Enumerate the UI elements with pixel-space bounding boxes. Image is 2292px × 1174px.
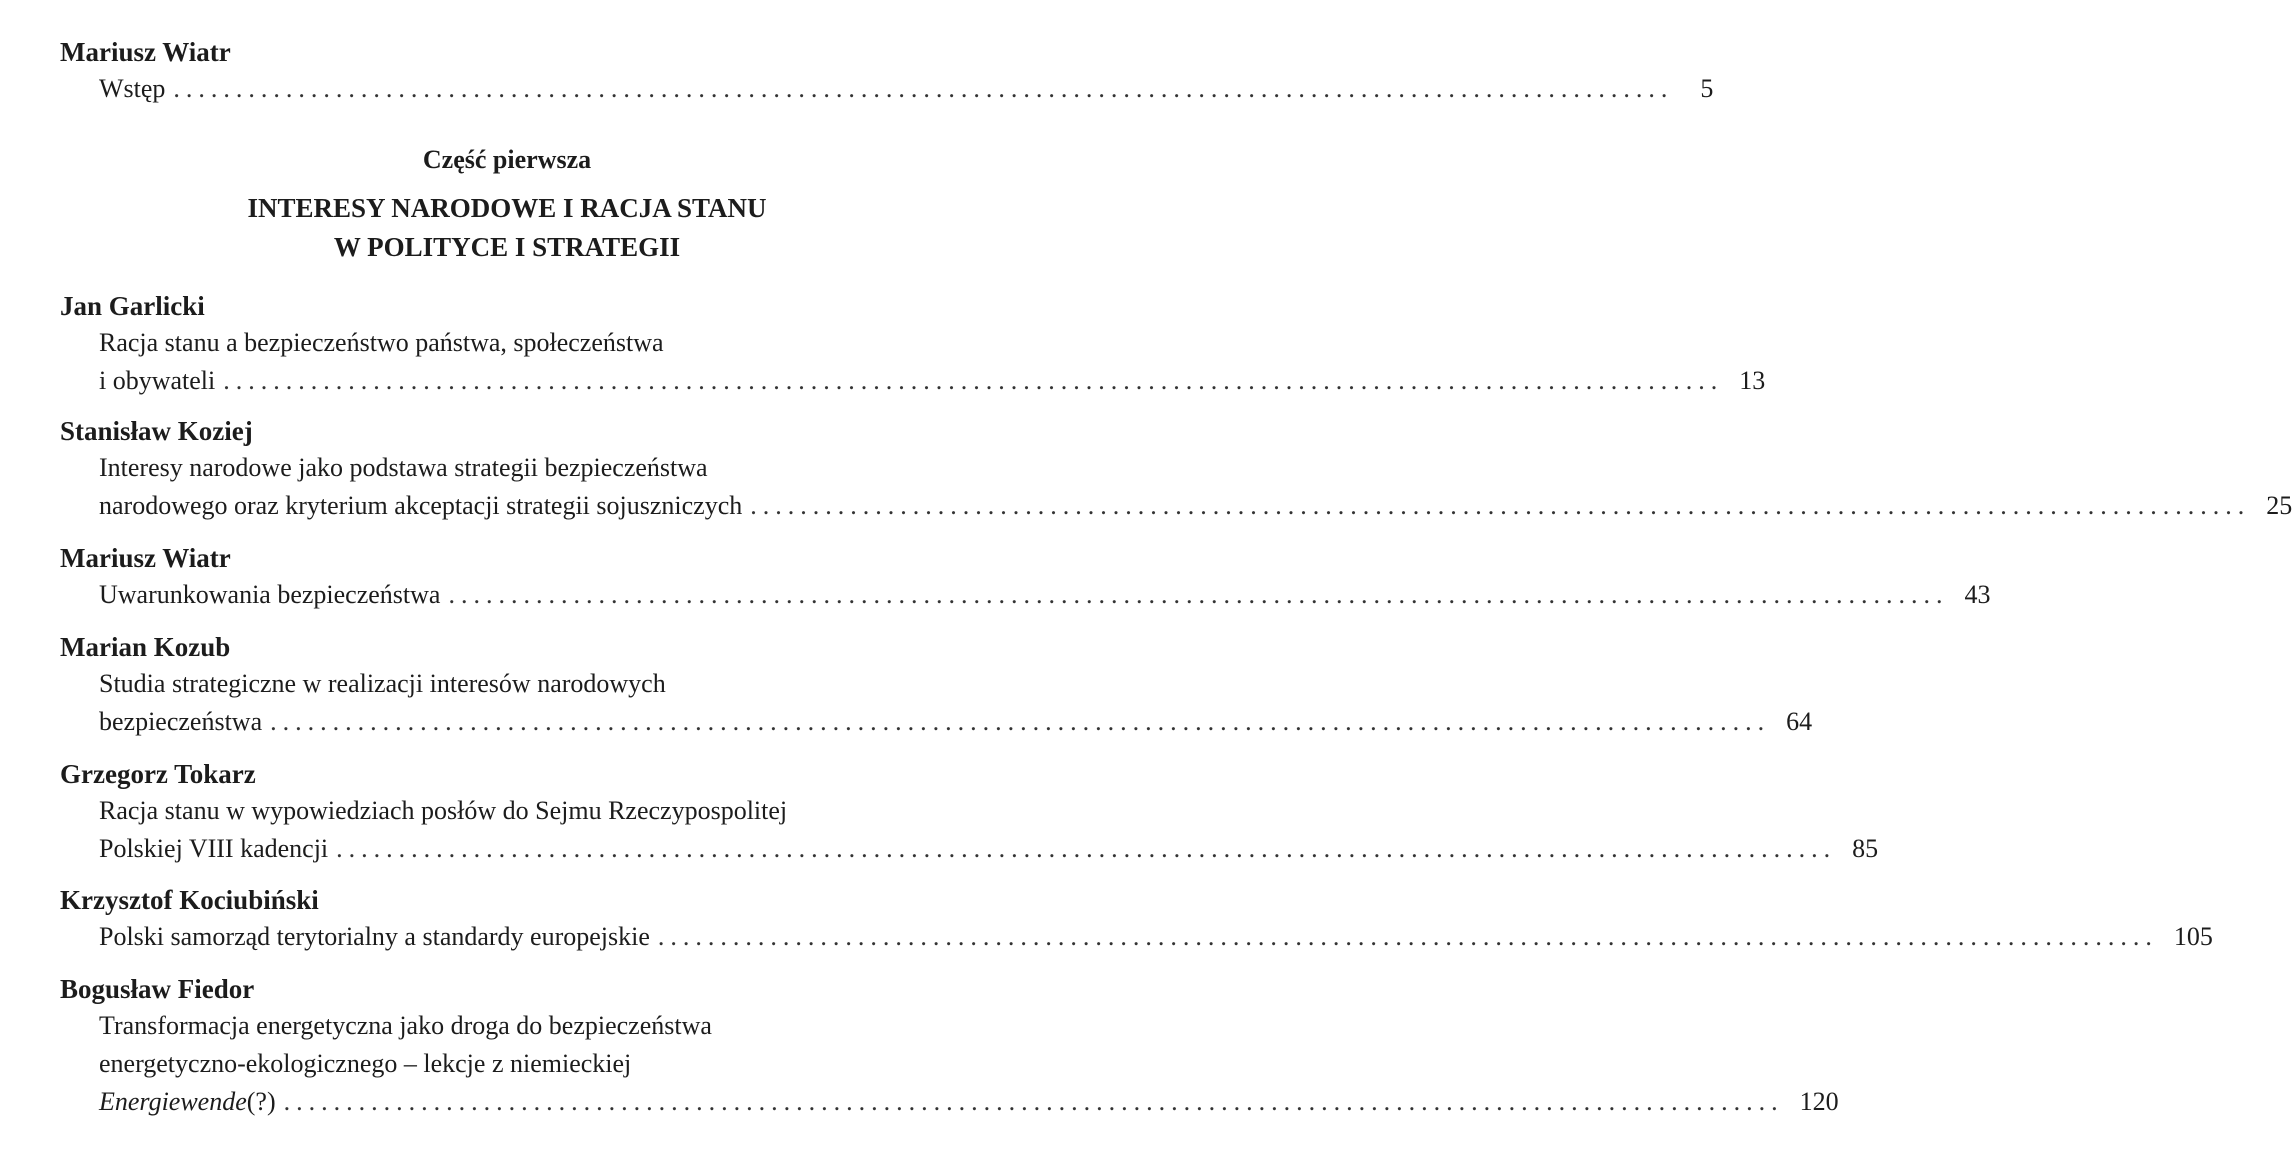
entry-title-line	[60, 70, 1714, 108]
entry-title-line: Transformacja energetyczna jako droga do bezpieczeństwa	[99, 1011, 712, 1040]
entry-title: i obywateli	[99, 366, 216, 395]
entry-title-line	[60, 576, 1991, 614]
entry-author: Bogusław Fiedor	[60, 974, 255, 1004]
entry-author: Mariusz Wiatr	[60, 37, 231, 67]
entry-title: narodowego oraz kryterium akceptacji strategii sojuszniczych	[99, 491, 743, 520]
entry-title-suffix: (?)	[246, 1087, 276, 1116]
entry-title: Uwarunkowania bezpieczeństwa	[99, 580, 441, 609]
entry-title-line	[60, 487, 2292, 525]
dot-leader: ........................................................................................................................	[448, 580, 1949, 609]
part-title-line-2: W POLITYCE I STRATEGII	[333, 232, 681, 262]
dot-leader: ........................................................................................................................	[283, 1087, 1784, 1116]
entry-author: Grzegorz Tokarz	[60, 759, 256, 789]
entry-page-number: 5	[1700, 74, 1714, 103]
entry-title-line: Studia strategiczne w realizacji interesów narodowych	[99, 669, 666, 698]
entry-title: Polski samorząd terytorialny a standardy europejskie	[99, 922, 650, 951]
entry-author: Mariusz Wiatr	[60, 543, 231, 573]
entry-author: Jan Garlicki	[60, 291, 205, 321]
entry-title: Polskiej VIII kadencji	[99, 834, 329, 863]
toc-entry	[60, 756, 1879, 868]
toc-entry-intro	[60, 34, 1714, 108]
toc-entry	[60, 288, 1766, 400]
toc-entry	[60, 540, 1991, 614]
entry-title-line: Racja stanu w wypowiedziach posłów do Sejmu Rzeczypospolitej	[99, 796, 788, 825]
entry-title-line: energetyczno-ekologicznego – lekcje z niemieckiej	[99, 1049, 632, 1078]
entry-title-line: Racja stanu a bezpieczeństwo państwa, społeczeństwa	[99, 328, 664, 357]
toc-entry	[60, 971, 1839, 1121]
entry-page-number: 105	[2173, 922, 2213, 951]
entry-title-line	[60, 1083, 1839, 1121]
entry-title-line	[60, 918, 2213, 956]
entry-title: bezpieczeństwa	[99, 707, 263, 736]
toc-entry	[60, 882, 2213, 956]
entry-page-number: 85	[1852, 834, 1879, 863]
dot-leader: ........................................................................................................................	[223, 366, 1724, 395]
entry-page-number: 43	[1964, 580, 1991, 609]
entry-author: Marian Kozub	[60, 632, 231, 662]
dot-leader: ........................................................................................................................	[750, 491, 2251, 520]
dot-leader: ........................................................................................................................	[270, 707, 1771, 736]
entry-page-number: 120	[1799, 1087, 1839, 1116]
entry-author: Krzysztof Kociubiński	[60, 885, 319, 915]
entry-title-line	[60, 703, 1813, 741]
dot-leader: ........................................................................................................................	[336, 834, 1837, 863]
entry-title-italic: Energiewende	[99, 1087, 247, 1116]
entry-title	[99, 1083, 276, 1121]
part-title-line-1: INTERESY NARODOWE I RACJA STANU	[247, 193, 767, 223]
entry-title-line: Interesy narodowe jako podstawa strategii bezpieczeństwa	[99, 453, 708, 482]
toc-entry	[60, 413, 2292, 525]
entry-title: Wstęp	[99, 74, 166, 103]
toc-entry	[60, 629, 1813, 741]
entry-page-number: 13	[1739, 366, 1766, 395]
dot-leader: ........................................................................................................................	[657, 922, 2158, 951]
entry-title-line	[60, 362, 1766, 400]
entry-page-number: 25	[2266, 491, 2292, 520]
entry-page-number: 64	[1786, 707, 1813, 736]
entry-author: Stanisław Koziej	[60, 416, 253, 446]
dot-leader: ........................................................................................................................	[173, 74, 1674, 103]
entry-title-line	[60, 830, 1879, 868]
part-label: Część pierwsza	[422, 145, 592, 174]
